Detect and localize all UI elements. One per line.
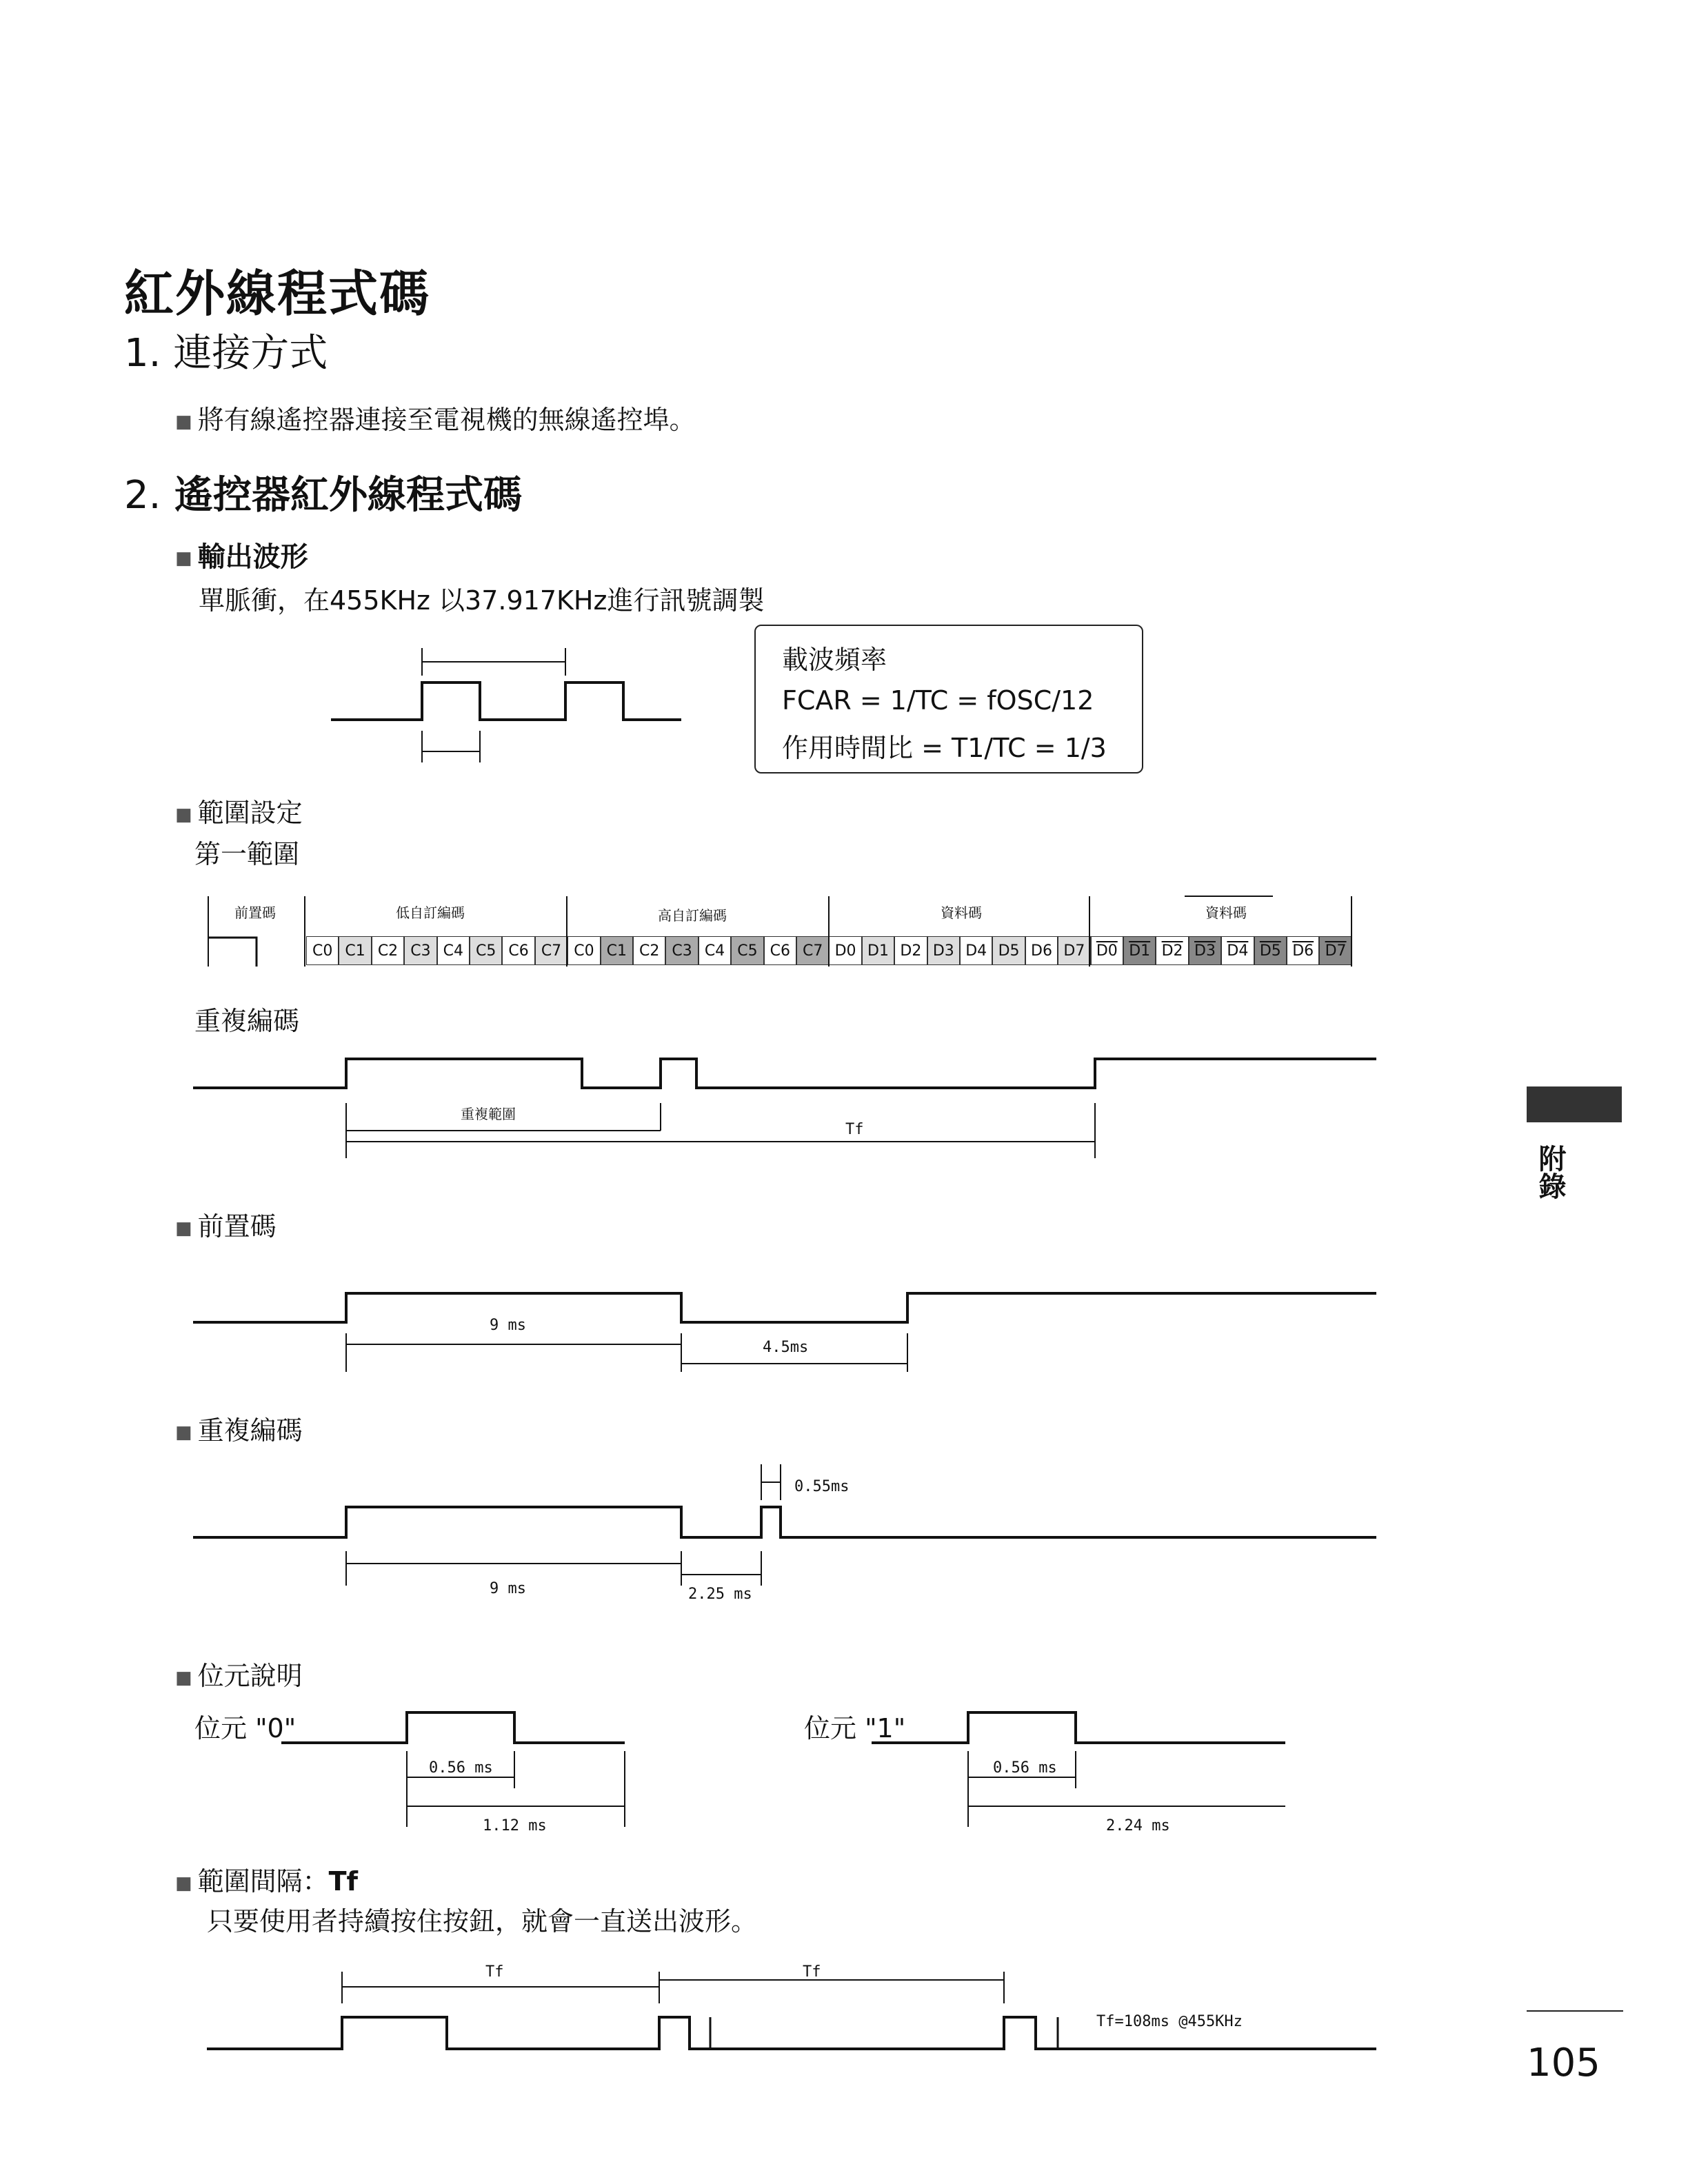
bit1-waveform [872, 1712, 1285, 1743]
bit1-period-time: 2.24 ms [1106, 1817, 1170, 1834]
frame-code-cell-label: D2 [1161, 942, 1183, 960]
leader-low-time: 4.5ms [763, 1339, 809, 1356]
square-bullet-icon: ■ [175, 1422, 192, 1443]
interval-tf2-label: Tf [803, 1963, 821, 1981]
frame-code-cell-label: C7 [541, 942, 562, 960]
repeat-overview-heading: 重複編碼 [194, 1006, 300, 1036]
frame-code-cell-label: C6 [508, 942, 529, 960]
frame-code-cell-label: D1 [1129, 942, 1151, 960]
carrier-box-line1: FCAR = 1/TC = fOSC/12 [782, 685, 1094, 716]
output-waveform [331, 682, 681, 720]
frame-code-cell-label: D7 [1325, 942, 1347, 960]
section1-title: 連接方式 [173, 331, 328, 376]
repeat-tf-label: Tf [845, 1121, 864, 1138]
frame-code-cell-label: D5 [998, 942, 1020, 960]
repeat-overview-waveform [193, 1059, 1376, 1088]
repeat-high-time: 9 ms [490, 1580, 526, 1597]
frame-code-cell-label: C4 [443, 942, 463, 960]
frame-code-cell-label: C5 [476, 942, 496, 960]
section1-number: 1. [124, 331, 161, 376]
frame-code-cell-label: C4 [704, 942, 725, 960]
carrier-box-line2: 作用時間比 = T1/TC = 1/3 [782, 733, 1107, 763]
frame-code-cell-label: D1 [867, 942, 889, 960]
group-label-custom-low: 低自訂編碼 [396, 904, 465, 921]
leader-high-time: 9 ms [490, 1317, 526, 1334]
page-number: 105 [1527, 2041, 1600, 2085]
section1-bullet-text: 將有線遙控器連接至電視機的無線遙控埠。 [197, 405, 696, 435]
frame-leader-pulse [208, 938, 257, 967]
interval-note: Tf=108ms @455KHz [1096, 2013, 1243, 2030]
square-bullet-icon: ■ [175, 1872, 192, 1894]
frame-code-cell-label: D3 [1194, 942, 1216, 960]
frame-code-cell-label: D4 [1227, 942, 1249, 960]
repeat-range-label: 重複範圍 [461, 1106, 516, 1122]
repeat-low-time: 2.25 ms [688, 1586, 752, 1603]
square-bullet-icon: ■ [175, 1217, 192, 1239]
page-title: 紅外線程式碼 [124, 265, 431, 323]
interval-waveform [207, 2017, 1376, 2049]
frame-code-cell-label: C0 [312, 942, 333, 960]
frame-code-cell-label: C2 [639, 942, 660, 960]
group-label-custom-high: 高自訂編碼 [658, 907, 727, 924]
square-bullet-icon: ■ [175, 804, 192, 825]
frame-code-cell-label: C5 [737, 942, 758, 960]
output-heading-text: 輸出波形 [197, 541, 308, 573]
bit1-pulse-time: 0.56 ms [993, 1759, 1057, 1777]
leader-heading-text: 前置碼 [197, 1211, 277, 1242]
repeat-heading-text: 重複編碼 [197, 1415, 303, 1446]
square-bullet-icon: ■ [175, 548, 192, 569]
bit0-waveform [281, 1712, 625, 1743]
appendix-side-label: 附錄 [1534, 1144, 1566, 1200]
group-label-data-inverted: 資料碼 [1205, 904, 1247, 921]
interval-heading-bold: Tf [328, 1866, 359, 1897]
repeat-waveform [193, 1507, 1376, 1537]
frame-code-cell-label: D6 [1031, 942, 1052, 960]
square-bullet-icon: ■ [175, 411, 192, 432]
bit0-period-time: 1.12 ms [483, 1817, 547, 1834]
bit0-label: 位元 "0" [194, 1713, 297, 1743]
group-label-leader: 前置碼 [234, 904, 276, 921]
output-desc: 單脈衝，在455KHz 以37.917KHz進行訊號調製 [199, 585, 765, 616]
frame-code-cell-label: C6 [770, 942, 790, 960]
frame-code-cell-label: D3 [932, 942, 954, 960]
group-label-data: 資料碼 [941, 904, 982, 921]
bit0-pulse-time: 0.56 ms [429, 1759, 493, 1777]
frame-code-cell-label: C0 [574, 942, 594, 960]
square-bullet-icon: ■ [175, 1667, 192, 1688]
interval-tf1-label: Tf [485, 1963, 504, 1981]
frame-code-cell-label: C3 [672, 942, 692, 960]
frame-code-cell-label: C1 [606, 942, 627, 960]
section2-title: 遙控器紅外線程式碼 [174, 473, 522, 518]
section2-number: 2. [124, 473, 161, 518]
frame-code-cell-label: D4 [965, 942, 987, 960]
bits-heading-text: 位元說明 [197, 1661, 303, 1691]
frame-code-cell-label: C2 [377, 942, 399, 960]
frame-code-cell-label: D5 [1259, 942, 1281, 960]
interval-heading-text: 範圍間隔： [197, 1866, 329, 1897]
frame-code-cell-label: C7 [803, 942, 823, 960]
frame-code-cell-label: D6 [1292, 942, 1314, 960]
frame-code-cell-label: D2 [900, 942, 922, 960]
carrier-box-title: 載波頻率 [782, 645, 887, 675]
range-sub: 第一範圍 [194, 839, 300, 869]
frame-code-cell-label: D0 [1096, 942, 1118, 960]
frame-code-cell-label: D7 [1063, 942, 1085, 960]
frame-code-cell-label: D0 [834, 942, 856, 960]
frame-code-cell-label: C3 [410, 942, 431, 960]
bit1-label: 位元 "1" [804, 1713, 906, 1743]
repeat-pulse-time: 0.55ms [794, 1478, 850, 1495]
frame-code-cell-label: C1 [345, 942, 365, 960]
range-heading-text: 範圍設定 [197, 798, 303, 828]
interval-desc: 只要使用者持續按住按鈕，就會一直送出波形。 [207, 1906, 758, 1937]
leader-waveform [193, 1293, 1376, 1322]
